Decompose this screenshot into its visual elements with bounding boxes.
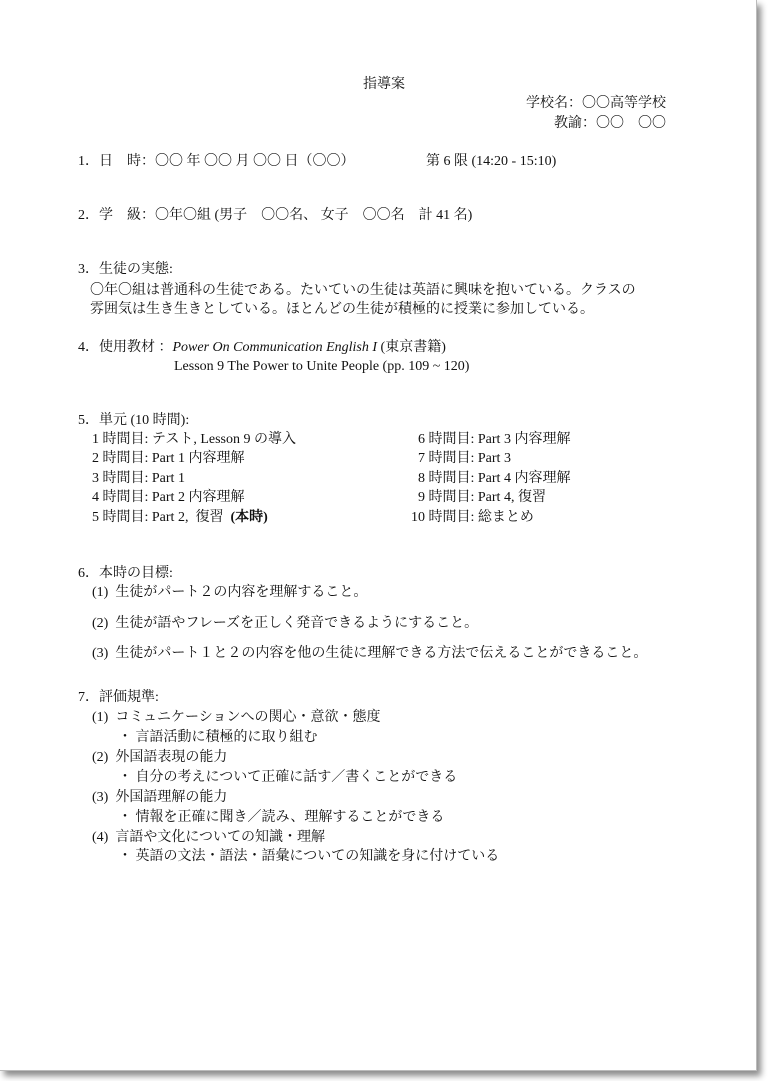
unit-item <box>92 509 268 527</box>
materials-label: 4．使用教材 ： <box>78 340 173 355</box>
publisher: (東京書籍) <box>377 340 446 355</box>
unit-item: 4 時間目: Part 2 内容理解 <box>92 490 245 505</box>
criteria-text: 言語活動に積極的に取り組む <box>135 730 318 745</box>
criteria-text: 情報を正確に聞き／読み、理解することができる <box>135 810 445 825</box>
section-unit-label: 5．単元 (10 時間): <box>78 413 190 428</box>
criteria-bullet <box>118 769 457 787</box>
section-class <box>78 207 472 225</box>
textbook-title: Power On Communication English I <box>172 340 378 355</box>
unit-item: 8 時間目: Part 4 内容理解 <box>418 471 571 486</box>
unit-item: 3 時間目: Part 1 <box>92 471 185 486</box>
bullet-icon: ・ <box>118 770 132 785</box>
date-value: 〇〇 年 〇〇 月 〇〇 日（〇〇） <box>155 154 355 169</box>
criteria-bullet <box>118 809 444 827</box>
unit-item: 7 時間目: Part 3 <box>418 451 511 466</box>
criteria-bullet <box>118 729 318 747</box>
goal-item: (3) 生徒がパート１と２の内容を他の生徒に理解できる方法で伝えることができること。 <box>92 646 648 661</box>
unit-item: 10 時間目: 総まとめ <box>411 510 534 525</box>
criteria-heading: (2) 外国語表現の能力 <box>92 750 228 765</box>
section-students-label: 3．生徒の実態: <box>78 262 173 277</box>
students-line: 〇年〇組は普通科の生徒である。たいていの生徒は英語に興味を抱いている。クラスの <box>90 283 636 298</box>
unit-item: 1 時間目: テスト, Lesson 9 の導入 <box>92 432 296 447</box>
goal-item: (2) 生徒が語やフレーズを正しく発音できるようにすること。 <box>92 616 479 631</box>
bullet-icon: ・ <box>118 849 132 864</box>
period-value: 第 6 限 (14:20 - 15:10) <box>426 154 557 169</box>
criteria-heading: (4) 言語や文化についての知識・理解 <box>92 830 326 845</box>
bullet-icon: ・ <box>118 810 132 825</box>
class-value: 〇年〇組 (男子 〇〇名、 女子 〇〇名 計 41 名) <box>155 208 473 223</box>
unit-item: 2 時間目: Part 1 内容理解 <box>92 451 245 466</box>
criteria-bullet <box>118 848 499 866</box>
unit-item: 9 時間目: Part 4, 復習 <box>418 490 546 505</box>
class-label: 2．学 級： <box>78 208 155 223</box>
criteria-heading: (1) コミュニケーションへの関心・意欲・態度 <box>92 710 381 725</box>
students-line: 雰囲気は生き生きとしている。ほとんどの生徒が積極的に授業に参加している。 <box>90 302 594 317</box>
unit-item-text: 5 時間目: Part 2, 復習 <box>92 510 231 525</box>
document-title: 指導案 <box>363 77 405 92</box>
section-goals-label: 6．本時の目標: <box>78 566 173 581</box>
lesson-title: Lesson 9 The Power to Unite People (pp. 109 ~ 120) <box>174 359 470 374</box>
goal-item: (1) 生徒がパート２の内容を理解すること。 <box>92 585 368 600</box>
criteria-text: 英語の文法・語法・語彙についての知識を身に付けている <box>135 849 500 864</box>
criteria-text: 自分の考えについて正確に話す／書くことができる <box>135 770 458 785</box>
school-name: 学校名：〇〇高等学校 <box>526 96 666 111</box>
section-criteria-label: 7．評価規準: <box>78 690 159 705</box>
unit-item: 6 時間目: Part 3 内容理解 <box>418 432 571 447</box>
criteria-heading: (3) 外国語理解の能力 <box>92 790 228 805</box>
section-datetime <box>78 153 355 171</box>
section-materials <box>78 339 446 357</box>
bullet-icon: ・ <box>118 730 132 745</box>
teacher-name: 教諭：〇〇 〇〇 <box>554 116 666 131</box>
current-lesson-badge: (本時) <box>230 510 268 525</box>
datetime-label: 1．日 時： <box>78 154 155 169</box>
